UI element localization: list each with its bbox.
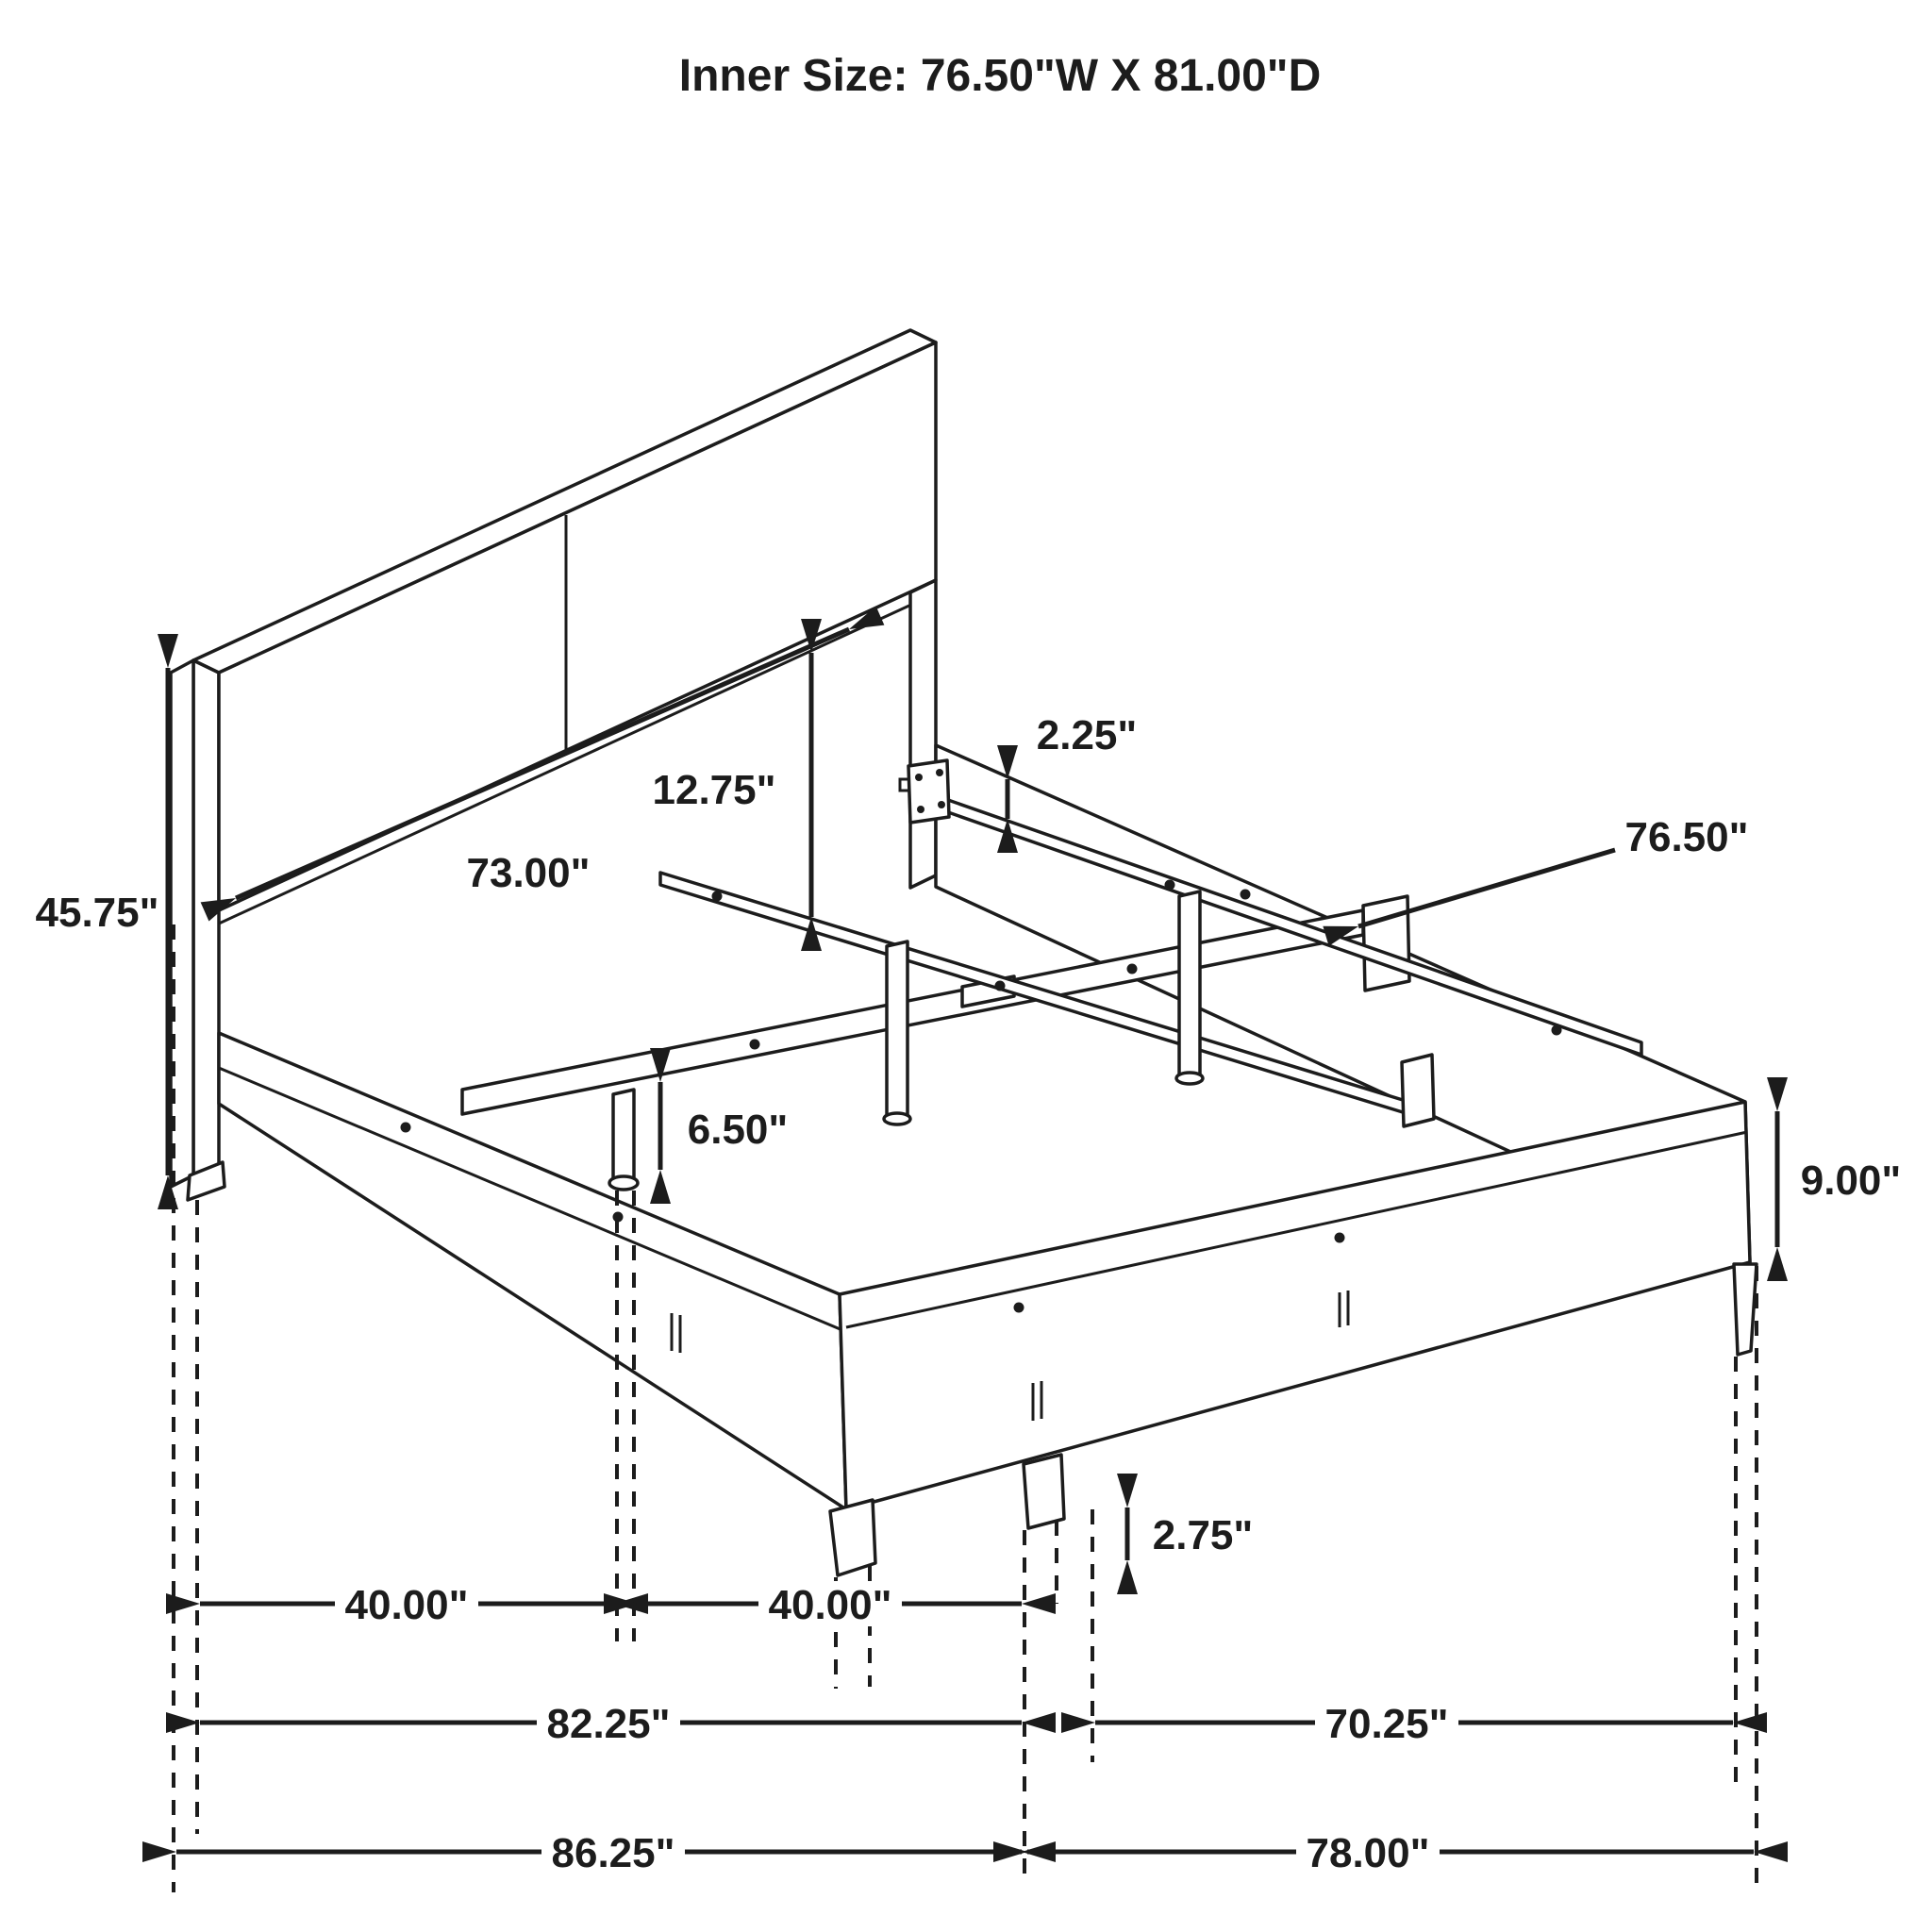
front-slat-leg <box>887 941 908 1121</box>
dim-label-footboard-span: 70.25" <box>1324 1701 1449 1747</box>
center-support-foot <box>609 1176 638 1190</box>
dim-label-rail-height: 9.00" <box>1800 1158 1902 1204</box>
bracket-notch <box>900 779 908 791</box>
footboard-mid-leg <box>1024 1455 1064 1528</box>
headboard-left-post <box>193 660 219 1175</box>
dim-label-panel-to-rail: 12.75" <box>652 767 776 813</box>
footboard-near-leg <box>830 1500 875 1575</box>
cross-rail-end-plate <box>1363 896 1409 991</box>
rear-slat-leg <box>1179 891 1200 1080</box>
footboard-face <box>840 1102 1750 1509</box>
dim-label-headboard-height: 45.75" <box>35 890 159 936</box>
headboard-panel <box>219 342 936 910</box>
rear-slat-foot <box>1176 1073 1203 1084</box>
headboard-left-edge <box>171 660 193 1187</box>
center-support-leg <box>613 1090 634 1182</box>
leader-line-center-rail <box>1358 850 1615 926</box>
page-title: Inner Size: 76.50"W X 81.00"D <box>678 51 1322 101</box>
slat-rail-front-bracket <box>1402 1055 1434 1126</box>
footboard-far-leg <box>1734 1264 1757 1355</box>
dim-label-center-leg: 6.50" <box>687 1107 789 1153</box>
dim-label-overall-depth: 86.25" <box>551 1830 675 1876</box>
dim-label-leg-span-front: 40.00" <box>344 1582 469 1628</box>
headboard-right-post <box>910 580 936 888</box>
dim-label-leg-span-rear: 40.00" <box>768 1582 892 1628</box>
dim-label-rail-length: 82.25" <box>546 1701 671 1747</box>
dim-label-foot-leg: 2.75" <box>1152 1512 1254 1558</box>
dim-label-center-rail: 76.50" <box>1624 814 1749 860</box>
dim-label-overall-width: 78.00" <box>1306 1830 1430 1876</box>
headboard-rail-bracket <box>908 760 949 823</box>
dim-label-headboard-width: 73.00" <box>466 850 591 896</box>
dim-label-rail-gap: 2.25" <box>1036 712 1138 758</box>
left-rail-face <box>219 1033 846 1509</box>
front-slat-foot <box>884 1113 910 1124</box>
